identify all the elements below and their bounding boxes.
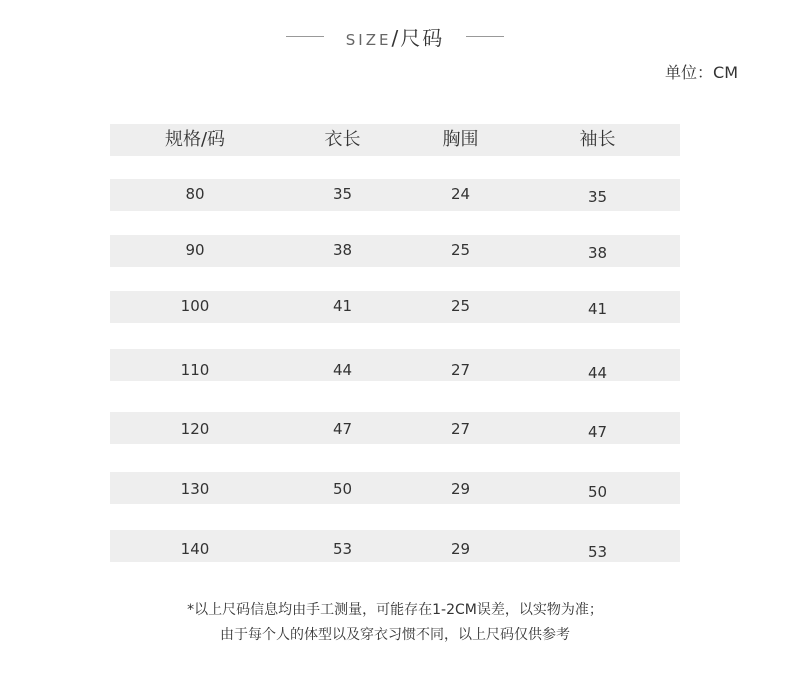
table-row (110, 412, 680, 444)
table-row (110, 235, 680, 267)
cell-size: 120 (180, 420, 210, 438)
table-row (110, 179, 680, 211)
cell-chest: 25 (450, 241, 471, 259)
cell-sleeve: 35 (587, 188, 608, 206)
header-chest: 胸围 (442, 129, 479, 150)
title-en: SIZE (345, 31, 392, 49)
header-sleeve: 袖长 (579, 129, 616, 150)
cell-sleeve: 53 (587, 543, 608, 561)
title-left-line (286, 36, 324, 37)
cell-length: 41 (332, 297, 353, 315)
note-measurement: *以上尺码信息均由手工测量，可能存在1-2CM误差，以实物为准； (187, 602, 603, 618)
cell-sleeve: 44 (587, 364, 608, 382)
cell-length: 44 (332, 361, 353, 379)
cell-chest: 29 (450, 540, 471, 558)
cell-sleeve: 50 (587, 483, 608, 501)
cell-chest: 24 (450, 185, 471, 203)
header-size: 规格/码 (164, 129, 226, 150)
cell-length: 50 (332, 480, 353, 498)
cell-length: 38 (332, 241, 353, 259)
cell-chest: 29 (450, 480, 471, 498)
cell-size: 80 (185, 185, 205, 203)
cell-sleeve: 38 (587, 244, 608, 262)
cell-size: 130 (180, 480, 210, 498)
cell-length: 53 (332, 540, 353, 558)
table-row (110, 530, 680, 562)
table-row (110, 349, 680, 381)
cell-chest: 27 (450, 420, 471, 438)
note-reference: 由于每个人的体型以及穿衣习惯不同，以上尺码仅供参考 (220, 627, 570, 643)
title-right-line (466, 36, 504, 37)
cell-sleeve: 47 (587, 423, 608, 441)
cell-size: 90 (185, 241, 205, 259)
table-row (110, 472, 680, 504)
title-text (346, 26, 444, 50)
cell-sleeve: 41 (587, 300, 608, 318)
title-sep: / (391, 26, 401, 50)
cell-size: 140 (180, 540, 210, 558)
cell-chest: 27 (450, 361, 471, 379)
size-title (0, 22, 790, 51)
unit-label: 单位：CM (665, 63, 738, 82)
header-length: 衣长 (324, 129, 361, 150)
table-row (110, 291, 680, 323)
cell-size: 110 (180, 361, 210, 379)
table-header (110, 124, 680, 156)
cell-size: 100 (180, 297, 210, 315)
title-zh: 尺码 (400, 26, 445, 50)
cell-chest: 25 (450, 297, 471, 315)
cell-length: 47 (332, 420, 353, 438)
cell-length: 35 (332, 185, 353, 203)
